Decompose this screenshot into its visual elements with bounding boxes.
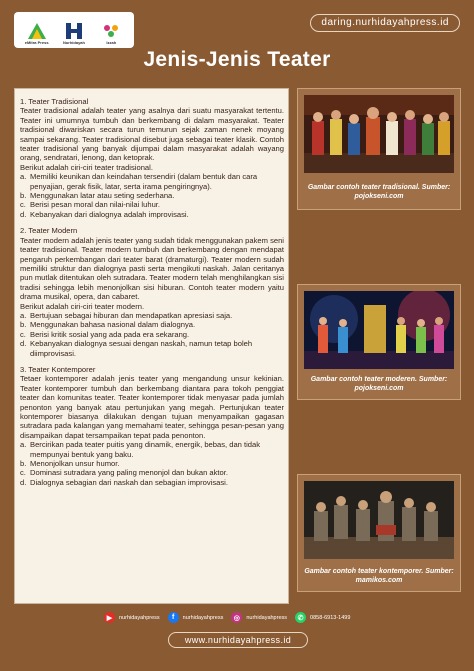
photo-card-tradisional — [297, 88, 461, 210]
logo-izzah: Izzah — [96, 15, 126, 45]
section-title-tradisional: 1. Teater Tradisional — [20, 97, 89, 106]
site-link[interactable]: daring.nurhidayahpress.id — [310, 14, 460, 32]
photo-teater-tradisional — [304, 95, 454, 173]
section-title-kontemporer: 3. Teater Kontemporer — [20, 364, 96, 374]
whatsapp-icon: ✆ — [295, 612, 306, 623]
section-title-modern: 2. Teater Modern — [20, 226, 78, 236]
social-links — [104, 612, 424, 623]
caption-tradisional: Gambar contoh teater tradisional. Sumber: pojokseni.com — [307, 184, 451, 200]
section-body-tradisional: Teater tradisional adalah teater yang asalnya dari suatu masyarakat tertentu. Teater ini umumnya tumbuh dan berkembang di dalam masyarakat. Teater tradisional diwariskan secara turun temurun sejak zaman nenek moyang sampai sekarang. Teater tradisional disebut juga sebagai teater klasik. Contoh teater tradisional yang banyak dijumpai dalam masyarakat adalah wayang orang, sendratari, lenong, dan ketoprak. — [20, 106, 284, 163]
section-body-modern: Teater modern adalah jenis teater yang sudah tidak menggunakan pakem seni teater tradisional. Teater modern tumbuh dan berkembang dengan mendapat pengaruh perkembangan dari teater barat (dramaturgi). Teater modern sudah memiliki struktur dan dialognya pasti serta mengikuti naskah. Jalan ceritanya pun mutlak ditentukan oleh sutradara. Teater modern telah menghilangkan sisi tradisi sehingga lebih menonjolkan sisi hiburan. Contoh teater modern yaitu drama musikal, opera, dan cabaret. — [20, 235, 284, 302]
logo-nurhidayah: Nurhidayah — [59, 15, 89, 45]
section-intro-tradisional: Berikut adalah ciri-ciri teater tradisional. — [20, 162, 153, 172]
photo-teater-modern — [304, 291, 454, 369]
list-item: b. Menggunakan latar atau seting sederhana. — [20, 191, 175, 201]
footer-url[interactable]: www.nurhidayahpress.id — [168, 632, 308, 648]
social-instagram[interactable]: ◎ nurhidayahpress — [231, 612, 287, 623]
list-item: a. Bercirikan pada teater puitis yang dinamik, energik, bebas, dan tidak mempunyai bentuk yang baku. — [20, 440, 261, 459]
list-item: d. Dialognya sebagian dari naskah dan sebagian improvisasi. — [20, 477, 228, 487]
instagram-icon: ◎ — [231, 612, 242, 623]
content-card — [14, 88, 289, 604]
photo-teater-kontemporer — [304, 481, 454, 559]
photo-card-kontemporer — [297, 474, 461, 592]
logo-strip — [14, 12, 134, 48]
caption-modern: Gambar contoh teater moderen. Sumber: pojokseni.com — [310, 376, 448, 392]
list-item: c. Dominasi sutradara yang paling menonjol dan bukan aktor. — [20, 468, 228, 478]
photo-card-modern — [297, 284, 461, 400]
youtube-icon: ▶ — [104, 612, 115, 623]
logo-emitra: eMitra Press — [22, 15, 52, 45]
page-title: Jenis-Jenis Teater — [143, 48, 331, 71]
social-facebook[interactable]: f nurhidayahpress — [168, 612, 224, 623]
facebook-icon: f — [168, 612, 179, 623]
list-item: d. Kebanyakan dari dialognya adalah improvisasi. — [20, 209, 189, 219]
social-whatsapp[interactable]: ✆ 0858-6913-1499 — [295, 612, 350, 623]
social-youtube[interactable]: ▶ nurhidayahpress — [104, 612, 160, 623]
list-item: a. Bertujuan sebagai hiburan dan mendapatkan apresiasi saja. — [20, 310, 233, 320]
content-text — [20, 97, 284, 487]
list-item: d. Kebanyakan dialognya sesuai dengan naskah, namun tetap boleh diimprovisasi. — [20, 339, 253, 358]
list-item: b. Menonjolkan unsur humor. — [20, 459, 120, 469]
list-item: a. Memiliki keunikan dan keindahan tersendiri (dalam bentuk dan cara penyajian, gerak fisik, latar, serta irama pengiringnya). — [20, 172, 258, 191]
section-body-kontemporer: Tetaer kontemporer adalah jenis teater yang mengandung unsur kekinian. Teater kontemporer tumbuh dan berkembang diantara para tokoh penggiat teater dan komunitas teater. Teater kontemporer tidak menyasar pada jumlah penonton yang banyak atau pertunjukan yang megah. Pertunjukan teater kontemporer biasanya dilakukan dengan tujuan menyampaikan gagasan sutradara pada kalangan yang memahami teater, sehingga pesan-pesan yang disampaikan dapat tersampaikan tepat pada penonton. — [20, 374, 284, 440]
section-intro-modern: Berikut adalah ciri-ciri teater modern. — [20, 301, 145, 311]
list-item: c. Berisi kritik sosial yang ada pada era sekarang. — [20, 329, 190, 339]
list-item: b. Menggunakan bahasa nasional dalam dialognya. — [20, 320, 196, 330]
caption-kontemporer: Gambar contoh teater kontemporer. Sumber: mamikos.com — [304, 568, 454, 584]
list-item: c. Berisi pesan moral dan nilai-nilai luhur. — [20, 200, 161, 210]
